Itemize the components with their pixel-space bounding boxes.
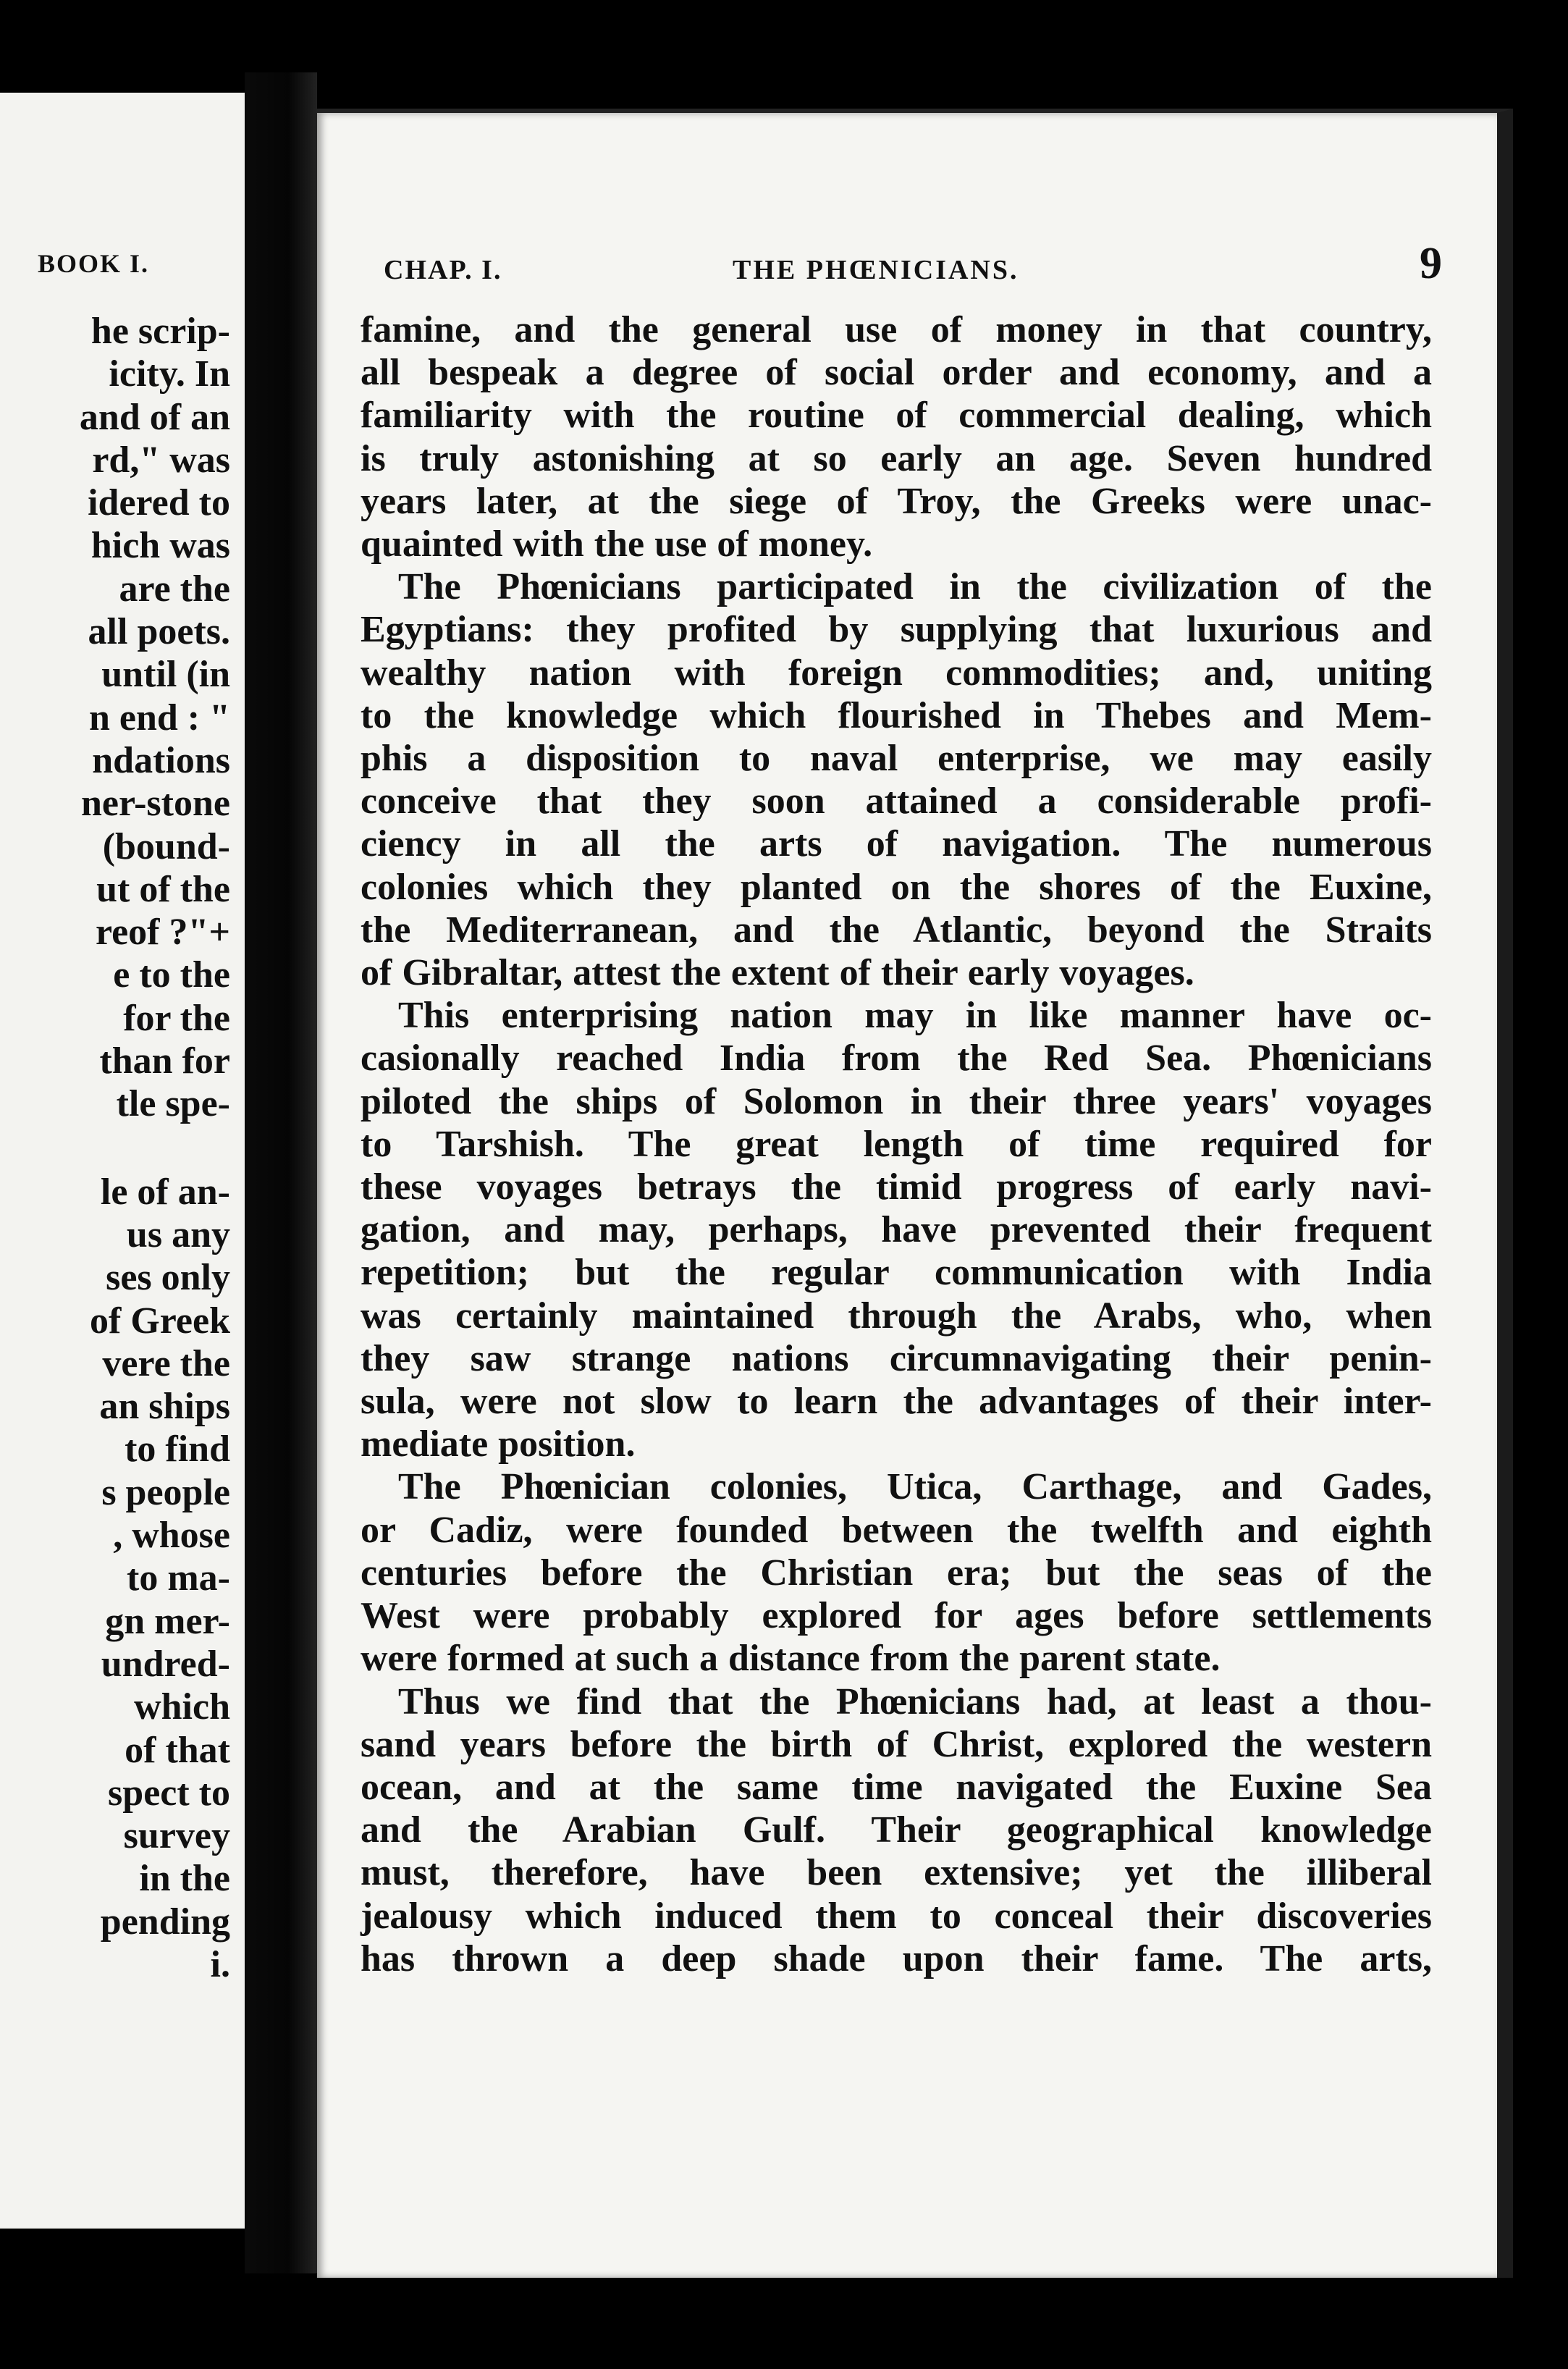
text-line: must, therefore, have been extensive; yet the illiberal xyxy=(361,1852,1432,1894)
previous-page-line: icity. In xyxy=(109,353,230,395)
text-line: This enterprising nation may in like manner have oc- xyxy=(398,995,1432,1037)
page-body-text xyxy=(361,308,1432,1980)
text-line: casionally reached India from the Red Sea. Phœnicians xyxy=(361,1038,1432,1080)
text-line: West were probably explored for ages before settlements xyxy=(361,1595,1432,1637)
previous-page-line: and of an xyxy=(79,396,230,438)
text-line: ocean, and at the same time navigated the Euxine Sea xyxy=(361,1766,1432,1808)
text-line: and the Arabian Gulf. Their geographical knowledge xyxy=(361,1809,1432,1851)
chapter-title: THE PHŒNICIANS. xyxy=(733,255,1019,285)
text-line: has thrown a deep shade upon their fame. The arts, xyxy=(361,1937,1432,1979)
previous-page-text xyxy=(0,310,230,1986)
previous-page-line: for the xyxy=(123,997,230,1039)
text-line: sula, were not slow to learn the advantages of their inter- xyxy=(361,1381,1432,1423)
previous-page-line: ut of the xyxy=(96,868,230,910)
previous-page-line: in the xyxy=(139,1858,230,1900)
previous-page-line: n end : " xyxy=(88,697,230,739)
text-line: to the knowledge which flourished in Thebes and Mem- xyxy=(361,694,1432,736)
previous-page-line: than for xyxy=(99,1040,230,1082)
text-line: gation, and may, perhaps, have prevented their frequent xyxy=(361,1209,1432,1251)
previous-page-line: i. xyxy=(210,1943,230,1985)
chapter-label: CHAP. I. xyxy=(384,255,502,285)
text-line: of Gibraltar, attest the extent of their early voyages. xyxy=(361,952,1194,994)
previous-page-line: of Greek xyxy=(90,1300,230,1342)
page-gutter xyxy=(245,72,317,2273)
previous-page-line: tle spe- xyxy=(116,1083,230,1125)
text-line: piloted the ships of Solomon in their three years' voyages xyxy=(361,1080,1432,1122)
text-line: mediate position. xyxy=(361,1423,636,1465)
previous-page-line: vere the xyxy=(102,1342,230,1384)
text-line: centuries before the Christian era; but the seas of the xyxy=(361,1552,1432,1594)
previous-page xyxy=(0,93,248,2229)
text-line: these voyages betrays the timid progress of early navi- xyxy=(361,1166,1432,1208)
text-line: or Cadiz, were founded between the twelfth and eighth xyxy=(361,1509,1432,1551)
previous-page-line: all poets. xyxy=(88,611,230,653)
running-header xyxy=(384,239,1448,305)
previous-page-line: s people xyxy=(101,1471,230,1513)
previous-page-line: to find xyxy=(125,1428,230,1470)
text-line: the Mediterranean, and the Atlantic, beyond the Straits xyxy=(361,909,1432,951)
text-line: all bespeak a degree of social order and economy, and a xyxy=(361,352,1432,394)
text-line: ciency in all the arts of navigation. The numerous xyxy=(361,823,1432,865)
previous-page-line: gn mer- xyxy=(105,1600,230,1642)
previous-page-line: spect to xyxy=(108,1772,230,1814)
previous-page-line: e to the xyxy=(113,954,230,996)
previous-page-line: ses only xyxy=(106,1257,230,1299)
running-header-book: BOOK I. xyxy=(38,249,150,278)
previous-page-line: until (in xyxy=(101,654,230,696)
previous-page-line: pending xyxy=(100,1901,230,1943)
text-line: they saw strange nations circumnavigating their penin- xyxy=(361,1337,1432,1379)
previous-page-line: hich was xyxy=(90,525,230,567)
previous-page-line: an ships xyxy=(99,1386,230,1428)
text-line: years later, at the siege of Troy, the Greeks were unac- xyxy=(361,480,1432,522)
page-number: 9 xyxy=(1420,239,1442,288)
previous-page-line: idered to xyxy=(88,482,230,524)
text-line: phis a disposition to naval enterprise, we may easily xyxy=(361,738,1432,780)
previous-page-line: ner-stone xyxy=(80,783,230,825)
text-line: The Phœnicians participated in the civilization of the xyxy=(398,566,1432,608)
text-line: repetition; but the regular communication with India xyxy=(361,1252,1432,1294)
text-line: sand years before the birth of Christ, explored the western xyxy=(361,1723,1432,1765)
current-page xyxy=(317,109,1513,2278)
previous-page-line: are the xyxy=(119,568,230,610)
previous-page-line: rd," was xyxy=(92,439,230,481)
previous-page-line: which xyxy=(134,1686,230,1728)
text-line: wealthy nation with foreign commodities; and, uniting xyxy=(361,652,1432,694)
previous-page-line: he scrip- xyxy=(90,311,230,352)
previous-page-line: reof ?"+ xyxy=(95,912,230,954)
text-line: to Tarshish. The great length of time required for xyxy=(361,1123,1432,1165)
previous-page-line: undred- xyxy=(101,1643,230,1685)
previous-page-line: ndations xyxy=(92,739,230,781)
previous-page-line: us any xyxy=(126,1213,230,1255)
previous-page-line: to ma- xyxy=(127,1557,230,1599)
text-line: is truly astonishing at so early an age. Seven hundred xyxy=(361,437,1432,479)
text-line: famine, and the general use of money in that country, xyxy=(361,309,1432,350)
text-line: Thus we find that the Phœnicians had, at least a thou- xyxy=(398,1680,1432,1722)
previous-page-line: , whose xyxy=(113,1515,230,1557)
text-line: quainted with the use of money. xyxy=(361,523,873,565)
text-line: familiarity with the routine of commercial dealing, which xyxy=(361,395,1432,437)
text-line: colonies which they planted on the shores of the Euxine, xyxy=(361,866,1432,908)
text-line: Egyptians: they profited by supplying that luxurious and xyxy=(361,609,1432,651)
text-line: were formed at such a distance from the parent state. xyxy=(361,1638,1221,1680)
previous-page-line: survey xyxy=(123,1815,230,1857)
text-line: The Phœnician colonies, Utica, Carthage, and Gades, xyxy=(398,1466,1432,1508)
text-line: was certainly maintained through the Arabs, who, when xyxy=(361,1295,1432,1337)
previous-page-line: le of an- xyxy=(100,1171,230,1213)
text-line: conceive that they soon attained a considerable profi- xyxy=(361,780,1432,822)
previous-page-line: (bound- xyxy=(102,825,230,867)
text-line: jealousy which induced them to conceal their discoveries xyxy=(361,1895,1432,1937)
previous-page-line: of that xyxy=(125,1729,230,1771)
